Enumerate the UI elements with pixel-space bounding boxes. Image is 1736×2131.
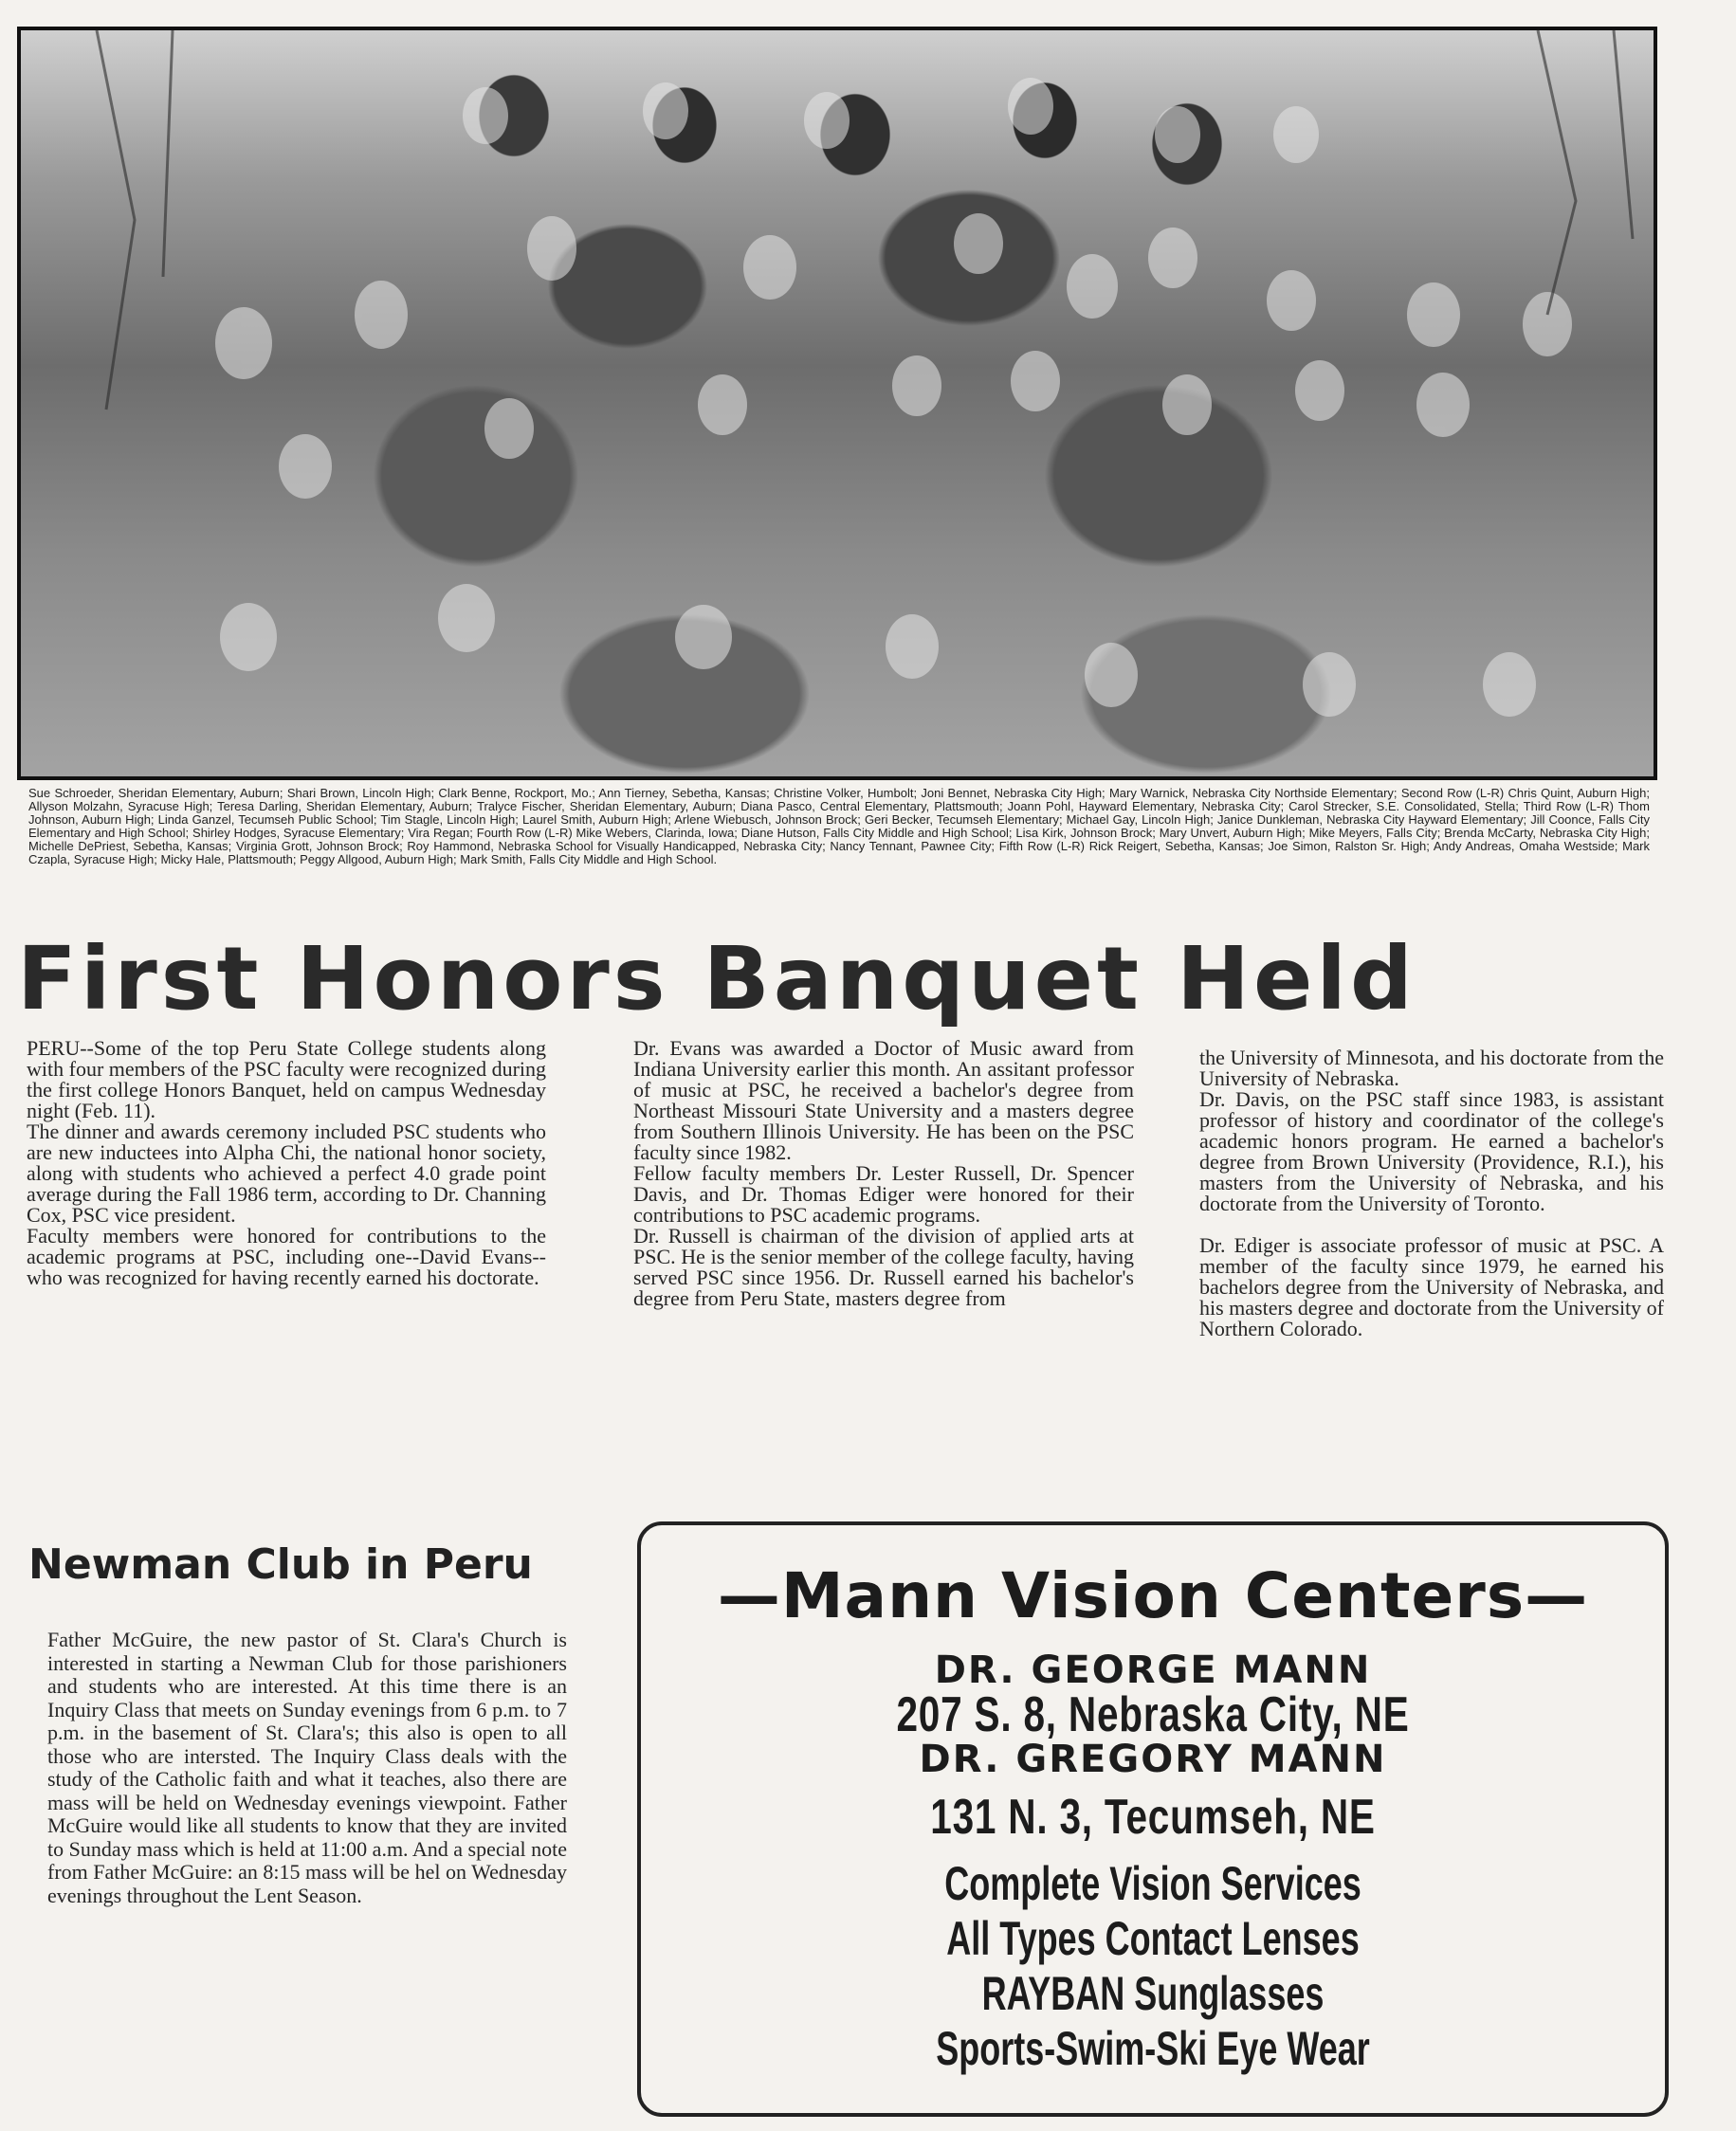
article-paragraph: Dr. Russell is chairman of the division of applied arts at PSC. He is the senior member of the college faculty, having served PSC since 1956. Dr. Russell earned his bachelor's degree from Peru State, masters degree from [633, 1224, 1134, 1310]
ad-address: 207 S. 8, Nebraska City, NE [896, 1687, 1410, 1742]
article-paragraph: Dr. Ediger is associate professor of music at PSC. A member of the faculty since 1979, he earned his bachelors degree from the University of Nebraska, and his masters degree and doctorate from the University of Northern Colorado. [1199, 1233, 1664, 1340]
headline: First Honors Banquet Held [17, 928, 1416, 1029]
article-paragraph: The dinner and awards ceremony included PSC students who are new inductees into Alpha Chi, the national honor society, along with students who achieved a perfect 4.0 grade point average during the Fall 1986 term, according to Dr. Channing Cox, PSC vice president. [27, 1120, 546, 1227]
article-paragraph: Fellow faculty members Dr. Lester Russell, Dr. Spencer Davis, and Dr. Thomas Ediger were honored for their contributions to PSC academic programs. [633, 1161, 1134, 1227]
group-photo [17, 27, 1657, 780]
article-paragraph: Faculty members were honored for contributions to the academic programs at PSC, including one--David Evans--who was recognized for having recently earned his doctorate. [27, 1224, 546, 1289]
ad-address: 131 N. 3, Tecumseh, NE [930, 1790, 1376, 1845]
article-column-1 [27, 1038, 546, 1288]
article-paragraph: Dr. Evans was awarded a Doctor of Music award from Indiana University earlier this month. An assitant professor of music at PSC, he received a bachelor's degree from Northeast Missouri State University and a masters degree from Southern Illinois University. He has been on the PSC faculty since 1982. [633, 1036, 1134, 1164]
newman-article: Father McGuire, the new pastor of St. Clara's Church is interested in starting a Newman Club for those parishioners and students who are interested. At this time there is an Inquiry Class that meets on Sunday evenings from 6 p.m. to 7 p.m. in the basement of St. Clara's; this also is open to all those who are intersted. The Inquiry Class deals with the study of the Catholic faith and what it teaches, also there are mass will be held on Wednesday evenings viewpoint. Father McGuire would like all students to know that they are invited to Sunday mass which is held at 11:00 a.m. And a special note from Father McGuire: an 8:15 mass will be hel on Wednesday evenings throughout the Lent Season. [47, 1628, 567, 1907]
ad-service: Sports-Swim-Ski Eye Wear [936, 2022, 1370, 2075]
group-photo-figures [21, 30, 1654, 776]
advertisement [637, 1521, 1669, 2117]
article-column-3 [1199, 1047, 1664, 1339]
ad-service: All Types Contact Lenses [946, 1912, 1360, 1965]
ad-title: —Mann Vision Centers— [717, 1559, 1589, 1632]
article-paragraph: Dr. Davis, on the PSC staff since 1983, is assistant professor of history and coordinator of the college's academic honors program. He earned a bachelor's degree from Brown University (Providence, R.I.), his masters from the University of Nebraska, and his doctorate from the University of Toronto. [1199, 1087, 1664, 1215]
article-paragraph: the University of Minnesota, and his doctorate from the University of Nebraska. [1199, 1046, 1664, 1090]
ad-doctor-name: DR. GREGORY MANN [919, 1738, 1387, 1781]
article-paragraph: PERU--Some of the top Peru State College students along with four members of the PSC faculty were recognized during the first college Honors Banquet, held on campus Wednesday night (Feb. 11). [27, 1036, 547, 1122]
ad-service: Complete Vision Services [944, 1857, 1361, 1910]
newman-headline: Newman Club in Peru [28, 1540, 533, 1589]
ad-service: RAYBAN Sunglasses [981, 1967, 1325, 2020]
photo-caption: Sue Schroeder, Sheridan Elementary, Auburn; Shari Brown, Lincoln High; Clark Benne, Rockport, Mo.; Ann Tierney, Sebetha, Kansas; Christine Volker, Humbolt; Joni Bennet, Nebraska City High; Mary Warnick, Nebraska City Northside Elementary; Second Row (L-R) Chris Quint, Auburn High; Allyson Molzahn, Syracuse High; Teresa Darling, Sheridan Elementary, Auburn; Tralyce Fischer, Sheridan Elementary, Auburn; Diana Pasco, Central Elementary, Plattsmouth; Joann Pohl, Hayward Elementary, Nebraska City; Carol Strecker, S.E. Consolidated, Stella; Third Row (L-R) Thom Johnson, Auburn High; Linda Ganzel, Tecumseh Public School; Tim Stagle, Lincoln High; Laurel Smith, Auburn High; Arlene Wiebusch, Johnson Brock; Geri Becker, Tecumseh Elementary; Michael Gay, Lincoln High; Janice Dunkleman, Nebraska City Hayward Elementary; Jill Coonce, Falls City Elementary and High School; Shirley Hodges, Syracuse Elementary; Vira Regan; Fourth Row (L-R) Mike Webers, Clarinda, Iowa; Diane Hutson, Falls City Middle and High School; Lisa Kirk, Johnson Brock; Mary Unvert, Auburn High; Mike Meyers, Falls City; Brenda McCarty, Nebraska City High; Michelle DePriest, Sebetha, Kansas; Virginia Grott, Johnson Brock; Roy Hammond, Nebraska School for Visually Handicapped, Nebraska City; Nancy Tennant, Pawnee City; Fifth Row (L-R) Rick Reigert, Sebetha, Kansas; Joe Simon, Ralston Sr. High; Andy Andreas, Omaha Westside; Mark Czapla, Syracuse High; Micky Hale, Plattsmouth; Peggy Allgood, Auburn High; Mark Smith, Falls City Middle and High School. [28, 786, 1650, 866]
ad-doctor-name: DR. GEORGE MANN [934, 1648, 1372, 1692]
article-column-2 [633, 1038, 1134, 1309]
